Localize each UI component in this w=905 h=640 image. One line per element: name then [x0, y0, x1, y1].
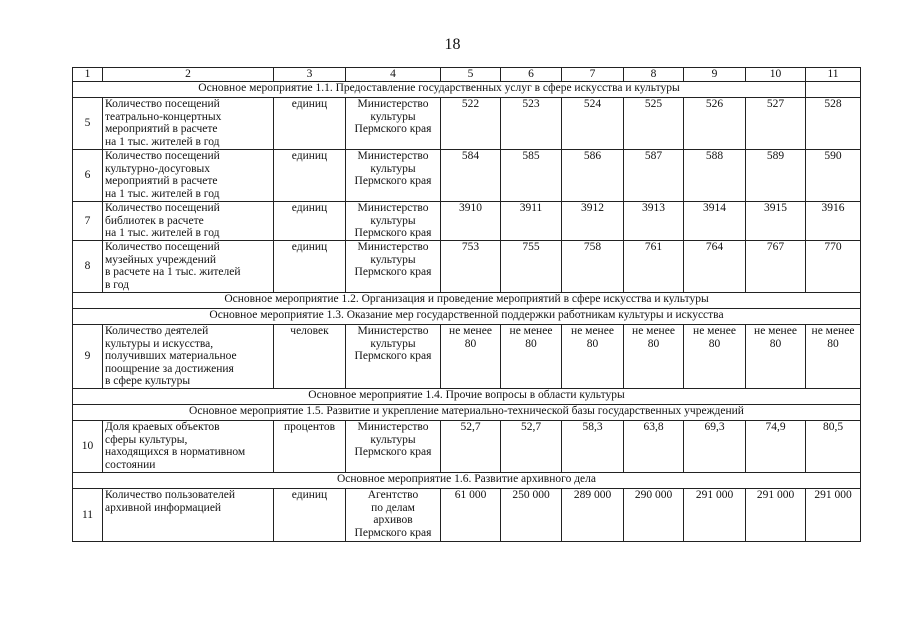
- value-cell: 590: [806, 150, 861, 202]
- department-cell: [346, 421, 441, 473]
- section-row-1-1: [73, 82, 861, 98]
- value-cell: 584: [441, 150, 501, 202]
- table-row: [73, 421, 861, 473]
- department-line: Министерство: [357, 98, 429, 110]
- empty-cell: [806, 82, 861, 98]
- department-line: культуры: [370, 214, 416, 227]
- indicator-line: Количество посещений: [105, 202, 220, 214]
- col-header: 4: [346, 68, 441, 82]
- section-title: Основное мероприятие 1.6. Развитие архивного дела: [73, 473, 861, 489]
- value-cell: 80,5: [806, 421, 861, 473]
- unit-cell: единиц: [274, 202, 346, 241]
- value-number: 80: [586, 337, 599, 350]
- value-cell: 586: [562, 150, 624, 202]
- value-cell: 52,7: [501, 421, 562, 473]
- unit-cell: единиц: [274, 150, 346, 202]
- row-number: 10: [73, 421, 103, 473]
- value-cell: 290 000: [624, 489, 684, 542]
- value-cell: 250 000: [501, 489, 562, 542]
- value-cell: 522: [441, 98, 501, 150]
- indicator-cell: [103, 421, 274, 473]
- indicator-line: Количество посещений: [105, 98, 220, 110]
- indicator-line: на 1 тыс. жителей в год: [105, 187, 220, 200]
- indicator-cell: [103, 150, 274, 202]
- indicators-table: [72, 67, 861, 542]
- department-line: Министерство: [357, 241, 429, 253]
- department-line: культуры: [370, 253, 416, 266]
- col-header: 6: [501, 68, 562, 82]
- indicator-line: культурно-досуговых: [105, 162, 210, 175]
- section-title: Основное мероприятие 1.3. Оказание мер государственной поддержки работникам культуры и искусства: [73, 309, 861, 325]
- row-number: 7: [73, 202, 103, 241]
- indicator-cell: [103, 325, 274, 389]
- indicator-line: архивной информацией: [105, 501, 222, 514]
- value-cell: 3915: [746, 202, 806, 241]
- department-line: Министерство: [357, 202, 429, 214]
- value-cell: [562, 325, 624, 389]
- value-cell: 758: [562, 241, 624, 293]
- value-number: 80: [525, 337, 537, 350]
- department-line: культуры: [370, 337, 416, 350]
- department-line: культуры: [370, 162, 416, 175]
- indicator-cell: [103, 202, 274, 241]
- indicator-line: библиотек в расчете: [105, 214, 204, 227]
- department-line: культуры: [370, 110, 416, 123]
- indicator-line: поощрение за достижения: [105, 362, 234, 375]
- value-cell: [441, 325, 501, 389]
- indicator-line: Количество посещений: [105, 241, 220, 253]
- value-cell: 770: [806, 241, 861, 293]
- value-cell: 767: [746, 241, 806, 293]
- value-qualifier: не менее: [449, 325, 492, 337]
- row-number: 6: [73, 150, 103, 202]
- indicator-line: состоянии: [105, 458, 156, 471]
- unit-cell: единиц: [274, 98, 346, 150]
- indicator-line: Количество посещений: [105, 150, 220, 162]
- value-cell: 764: [684, 241, 746, 293]
- value-cell: 3912: [562, 202, 624, 241]
- value-cell: 3910: [441, 202, 501, 241]
- indicator-line: культуры и искусства,: [105, 337, 214, 350]
- indicator-line: мероприятий в расчете: [105, 123, 218, 135]
- value-cell: 289 000: [562, 489, 624, 542]
- value-cell: 74,9: [746, 421, 806, 473]
- value-cell: 291 000: [806, 489, 861, 542]
- col-header: 11: [806, 68, 861, 82]
- section-title: Основное мероприятие 1.4. Прочие вопросы в области культуры: [73, 389, 861, 405]
- department-cell: [346, 150, 441, 202]
- value-cell: 52,7: [441, 421, 501, 473]
- department-line: Пермского края: [354, 123, 432, 135]
- value-cell: 755: [501, 241, 562, 293]
- row-number: 5: [73, 98, 103, 150]
- col-header: 3: [274, 68, 346, 82]
- value-qualifier: не менее: [509, 325, 553, 337]
- section-row-1-4: [73, 389, 861, 405]
- unit-cell: процентов: [274, 421, 346, 473]
- value-cell: 587: [624, 150, 684, 202]
- department-line: по делам: [371, 501, 415, 514]
- indicator-line: музейных учреждений: [105, 253, 217, 266]
- value-cell: 585: [501, 150, 562, 202]
- page-number: 18: [444, 36, 461, 53]
- indicator-line: театрально-концертных: [105, 110, 222, 123]
- value-cell: [624, 325, 684, 389]
- section-row-1-2: [73, 293, 861, 309]
- department-cell: [346, 241, 441, 293]
- department-line: Министерство: [357, 421, 429, 433]
- section-row-1-6: [73, 473, 861, 489]
- col-header: 5: [441, 68, 501, 82]
- value-cell: 525: [624, 98, 684, 150]
- department-line: Пермского края: [354, 266, 432, 278]
- indicator-line: Количество деятелей: [105, 325, 209, 337]
- unit-cell: единиц: [274, 489, 346, 542]
- value-cell: 3916: [806, 202, 861, 241]
- value-cell: 526: [684, 98, 746, 150]
- indicator-line: Доля краевых объектов: [105, 421, 220, 433]
- value-number: 80: [464, 337, 477, 350]
- unit-cell: единиц: [274, 241, 346, 293]
- value-cell: [501, 325, 562, 389]
- table-row: [73, 202, 861, 241]
- section-title: Основное мероприятие 1.1. Предоставление государственных услуг в сфере искусства и культуры: [73, 82, 806, 98]
- section-title: Основное мероприятие 1.5. Развитие и укрепление материально-технической базы государственных учреждений: [73, 405, 861, 421]
- indicator-line: сферы культуры,: [105, 433, 188, 446]
- department-line: культуры: [370, 433, 416, 446]
- value-cell: 291 000: [746, 489, 806, 542]
- indicator-cell: [103, 98, 274, 150]
- department-line: Пермского края: [354, 526, 432, 539]
- section-row-1-3: [73, 309, 861, 325]
- value-cell: 69,3: [684, 421, 746, 473]
- indicator-line: в год: [105, 278, 130, 291]
- indicator-line: в сфере культуры: [105, 375, 191, 387]
- row-number: 8: [73, 241, 103, 293]
- value-cell: 527: [746, 98, 806, 150]
- department-cell: [346, 202, 441, 241]
- col-header: 2: [103, 68, 274, 82]
- row-number: 9: [73, 325, 103, 389]
- indicator-line: в расчете на 1 тыс. жителей: [105, 266, 241, 278]
- value-number: 80: [827, 337, 839, 350]
- value-qualifier: не менее: [754, 325, 797, 337]
- value-cell: 523: [501, 98, 562, 150]
- value-number: 80: [769, 337, 782, 350]
- value-cell: 3911: [501, 202, 562, 241]
- value-cell: [806, 325, 861, 389]
- value-cell: [684, 325, 746, 389]
- col-header: 7: [562, 68, 624, 82]
- value-cell: 58,3: [562, 421, 624, 473]
- value-cell: 63,8: [624, 421, 684, 473]
- table-row: [73, 98, 861, 150]
- indicator-cell: [103, 241, 274, 293]
- value-cell: 3914: [684, 202, 746, 241]
- department-line: Министерство: [357, 325, 429, 337]
- col-header: 10: [746, 68, 806, 82]
- table-row: [73, 489, 861, 542]
- value-number: 80: [708, 337, 721, 350]
- value-cell: 589: [746, 150, 806, 202]
- value-qualifier: не менее: [811, 325, 855, 337]
- section-row-1-5: [73, 405, 861, 421]
- value-cell: 588: [684, 150, 746, 202]
- value-qualifier: не менее: [571, 325, 614, 337]
- department-line: Пермского края: [354, 227, 432, 239]
- department-line: Пермского края: [354, 446, 432, 458]
- indicator-line: мероприятий в расчете: [105, 175, 218, 187]
- indicator-line: находящихся в нормативном: [105, 446, 246, 458]
- value-cell: 528: [806, 98, 861, 150]
- department-line: Министерство: [357, 150, 429, 162]
- value-cell: 291 000: [684, 489, 746, 542]
- department-line: Пермского края: [354, 350, 432, 362]
- table-row: [73, 241, 861, 293]
- value-cell: 761: [624, 241, 684, 293]
- department-line: архивов: [373, 514, 413, 526]
- value-qualifier: не менее: [632, 325, 675, 337]
- department-cell: [346, 325, 441, 389]
- department-cell: [346, 98, 441, 150]
- indicator-line: Количество пользователей: [105, 489, 236, 501]
- department-cell: [346, 489, 441, 542]
- col-header: 8: [624, 68, 684, 82]
- indicator-line: на 1 тыс. жителей в год: [105, 135, 220, 148]
- table-row: [73, 150, 861, 202]
- department-line: Агентство: [367, 489, 419, 501]
- column-numbers-row: [73, 68, 861, 82]
- indicator-line: получивших материальное: [105, 350, 237, 362]
- indicator-cell: [103, 489, 274, 542]
- col-header: 9: [684, 68, 746, 82]
- section-title: Основное мероприятие 1.2. Организация и проведение мероприятий в сфере искусства и культуры: [73, 293, 861, 309]
- department-line: Пермского края: [354, 175, 432, 187]
- col-header: 1: [73, 68, 103, 82]
- value-cell: 3913: [624, 202, 684, 241]
- value-cell: 753: [441, 241, 501, 293]
- value-cell: 524: [562, 98, 624, 150]
- row-number: 11: [73, 489, 103, 542]
- value-number: 80: [647, 337, 660, 350]
- value-cell: 61 000: [441, 489, 501, 542]
- unit-cell: человек: [274, 325, 346, 389]
- value-qualifier: не менее: [693, 325, 736, 337]
- table-row: [73, 325, 861, 389]
- indicator-line: на 1 тыс. жителей в год: [105, 227, 220, 239]
- value-cell: [746, 325, 806, 389]
